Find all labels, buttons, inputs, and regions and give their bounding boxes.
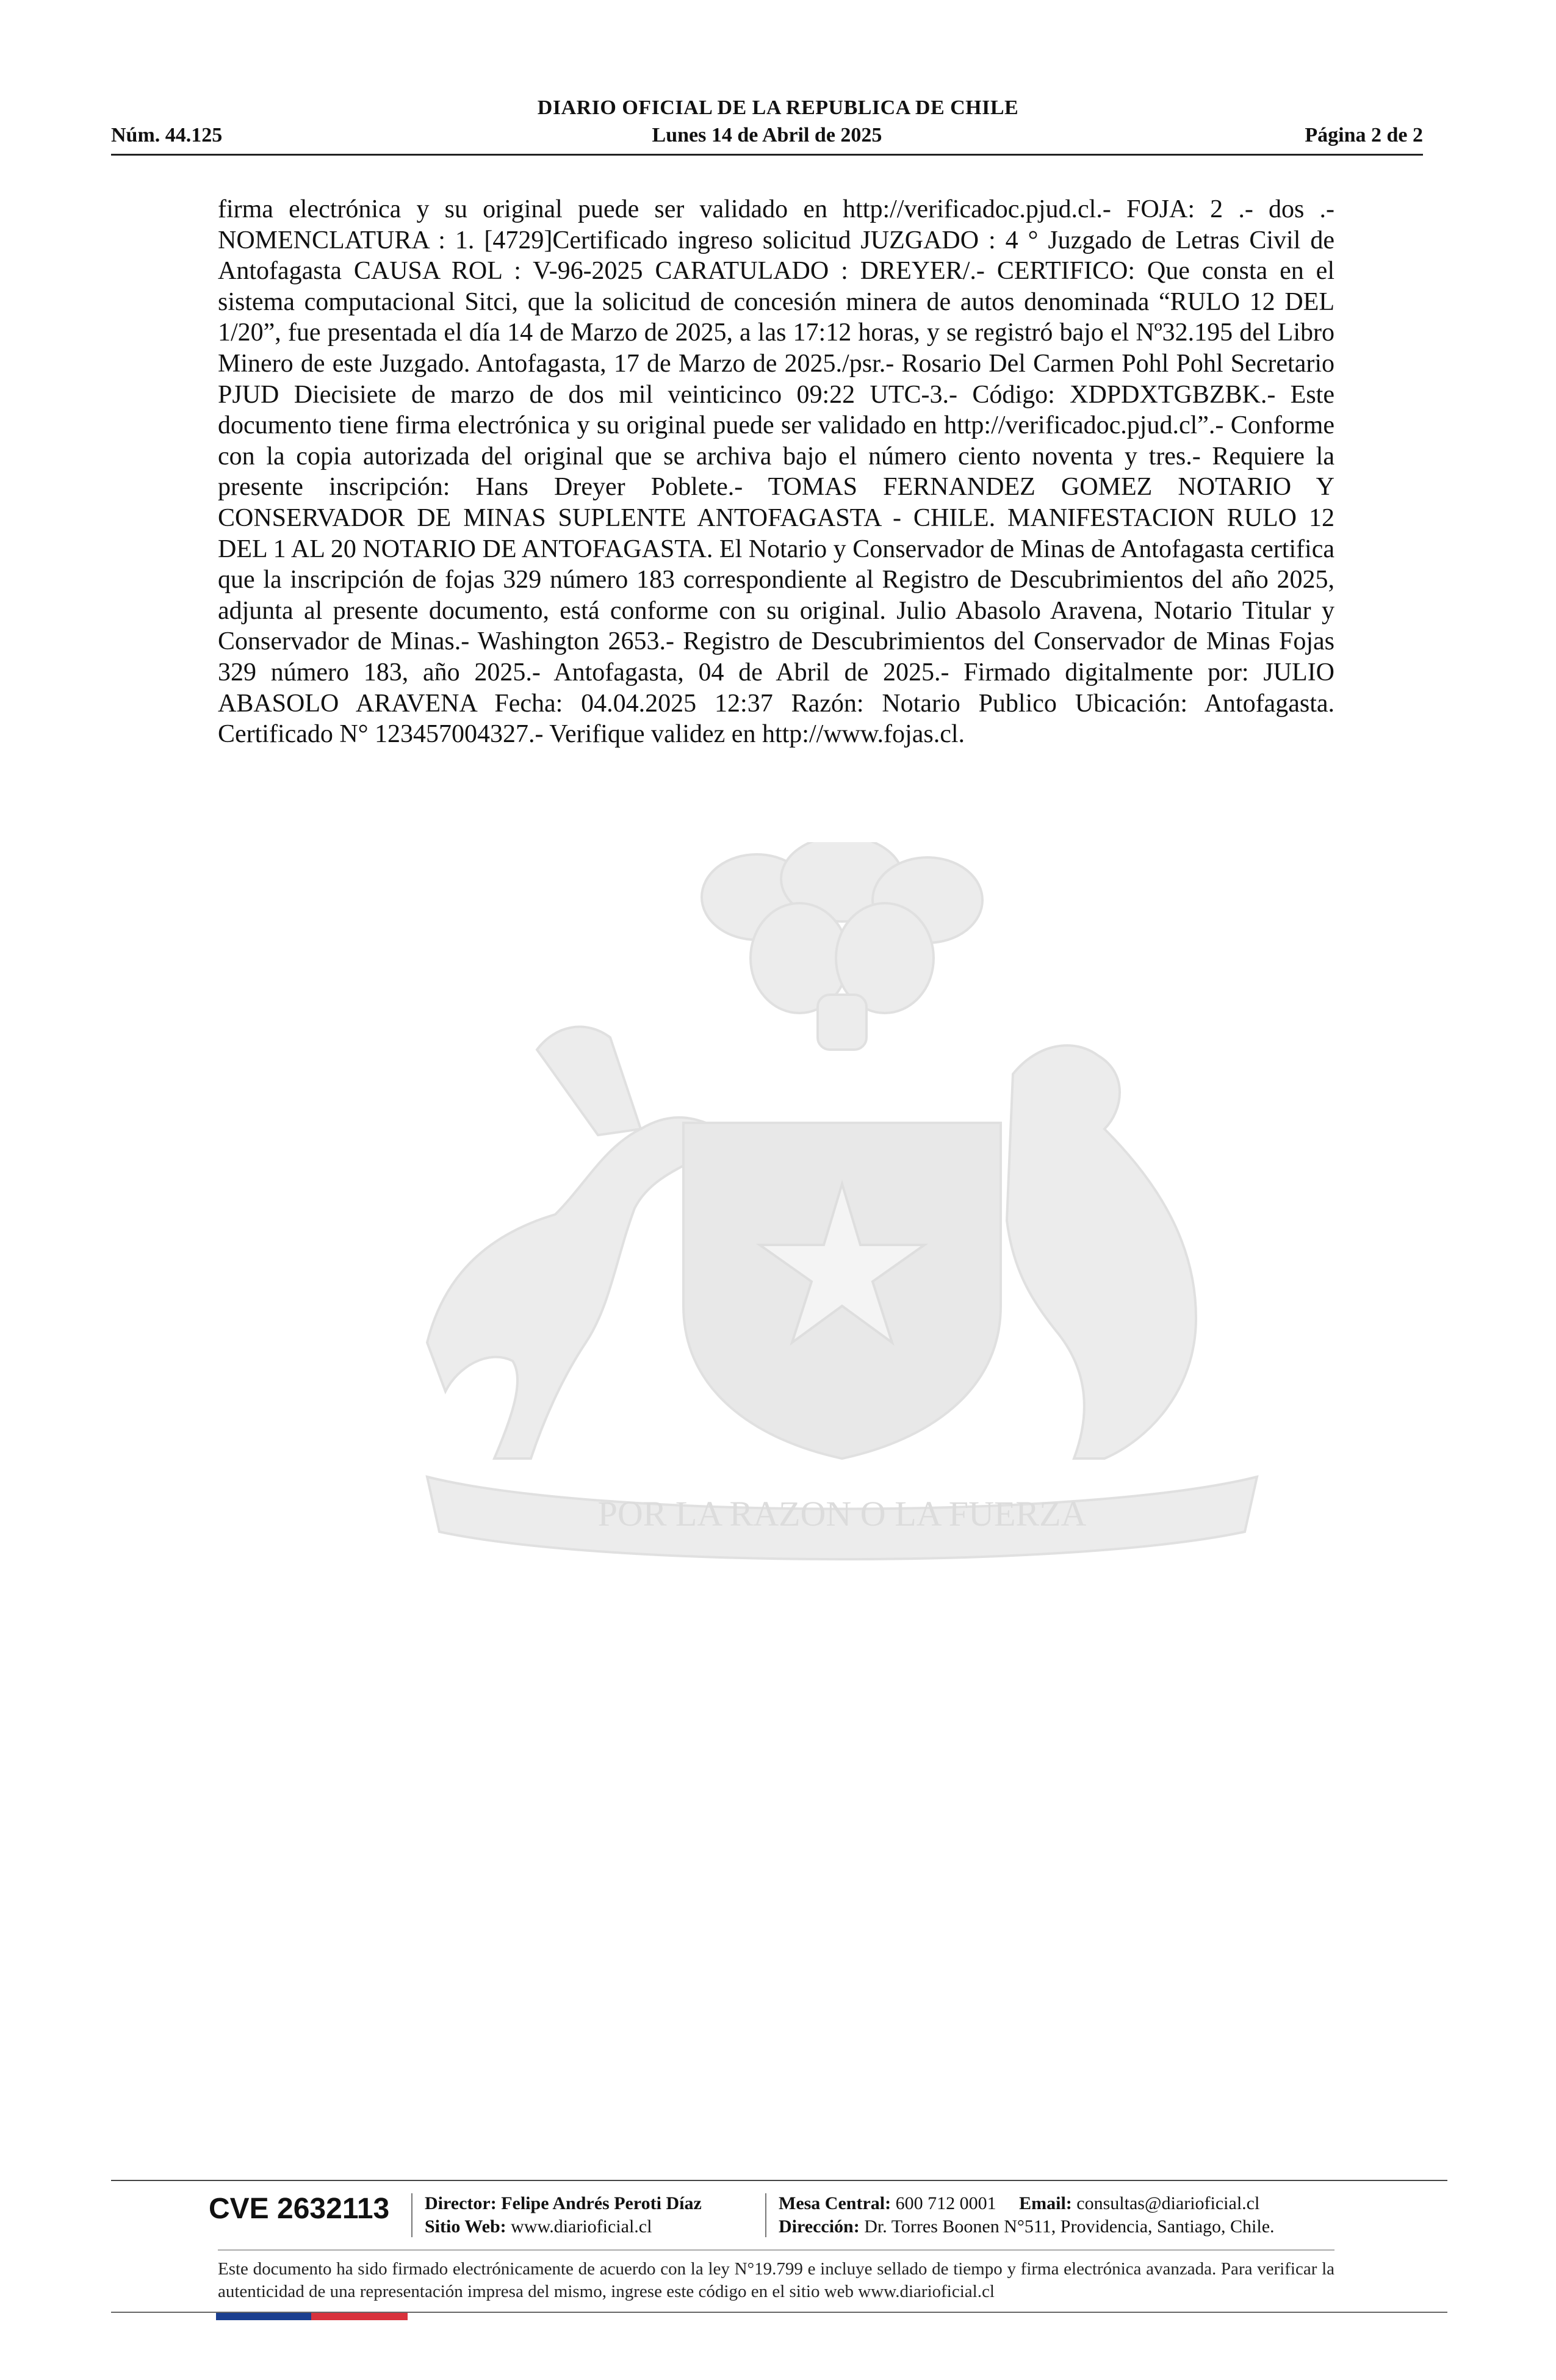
website-link[interactable]: www.diarioficial.cl: [511, 2216, 652, 2237]
header-divider: [111, 154, 1423, 156]
footer-contact-block: [779, 2192, 1275, 2238]
issue-number: Núm. 44.125: [111, 124, 223, 146]
email-label: Email:: [1019, 2193, 1072, 2213]
mesa-label: Mesa Central:: [779, 2193, 891, 2213]
page-indicator: Página 2 de 2: [1305, 124, 1423, 146]
issue-date: Lunes 14 de Abril de 2025: [652, 124, 882, 146]
flag-stripe-red: [311, 2313, 408, 2320]
signature-notice: Este documento ha sido firmado electrónicamente de acuerdo con la ley N°19.799 e incluye sellado de tiempo y firma electrónica avanzada. Para verificar la autenticidad de una representación impresa del mismo, ingrese este código en el sitio web www.diarioficial.cl: [218, 2259, 1334, 2301]
director-label: Director:: [425, 2193, 497, 2213]
footer-divider-top: [111, 2180, 1447, 2181]
footer-separator: [411, 2193, 412, 2237]
email-link[interactable]: consultas@diarioficial.cl: [1076, 2193, 1260, 2213]
footer-divider-mid: [218, 2249, 1334, 2251]
address-value: Dr. Torres Boonen N°511, Providencia, Santiago, Chile.: [864, 2216, 1275, 2237]
director-name: Felipe Andrés Peroti Díaz: [501, 2193, 702, 2213]
footer-director-block: [425, 2192, 702, 2238]
watermark-motto: POR LA RAZON O LA FUERZA: [597, 1494, 1087, 1534]
cve-code: CVE 2632113: [209, 2193, 390, 2225]
footer-separator: [765, 2193, 766, 2237]
address-label: Dirección:: [779, 2216, 860, 2237]
document-body: firma electrónica y su original puede ser validado en http://verificadoc.pjud.cl.- FOJA: 2 .- dos .- NOMENCLATURA : 1. [4729]Certificado ingreso solicitud JUZGADO : 4 ° Juzgado de Letras Civil de Antofagasta CAUSA ROL : V-96-2025 CARATULADO : DREYER/.- CERTIFICO: Que consta en el sistema computacional Sitci, que la solicitud de concesión minera de autos denominada “RULO 12 DEL 1/20”, fue presentada el día 14 de Marzo de 2025, a las 17:12 horas, y se registró bajo el Nº32.195 del Libro Minero de este Juzgado. Antofagasta, 17 de Marzo de 2025./psr.- Rosario Del Carmen Pohl Pohl Secretario PJUD Diecisiete de marzo de dos mil veinticinco 09:22 UTC-3.- Código: XDPDXTGBZBK.- Este documento tiene firma electrónica y su original puede ser validado en http://verificadoc.pjud.cl”.- Conforme con la copia autorizada del original que se archiva bajo el número ciento noventa y tres.- Requiere la presente inscripción: Hans Dreyer Poblete.- TOMAS FERNANDEZ GOMEZ NOTARIO Y CONSERVADOR DE MINAS SUPLENTE ANTOFAGASTA - CHILE. MANIFESTACION RULO 12 DEL 1 AL 20 NOTARIO DE ANTOFAGASTA. El Notario y Conservador de Minas de Antofagasta certifica que la inscripción de fojas 329 número 183 correspondiente al Registro de Descubrimientos del año 2025, adjunta al presente documento, está conforme con su original. Julio Abasolo Aravena, Notario Titular y Conservador de Minas.- Washington 2653.- Registro de Descubrimientos del Conservador de Minas Fojas 329 número 183, año 2025.- Antofagasta, 04 de Abril de 2025.- Firmado digitalmente por: JULIO ABASOLO ARAVENA Fecha: 04.04.2025 12:37 Razón: Notario Publico Ubicación: Antofagasta. Certificado N° 123457004327.- Verifique validez en http://www.fojas.cl.: [218, 195, 1334, 749]
flag-stripe-blue: [216, 2313, 311, 2320]
newspaper-title: DIARIO OFICIAL DE LA REPUBLICA DE CHILE: [537, 96, 1019, 119]
coat-of-arms-watermark: [354, 842, 1324, 1654]
website-label: Sitio Web:: [425, 2216, 506, 2237]
mesa-phone: 600 712 0001: [895, 2193, 996, 2213]
